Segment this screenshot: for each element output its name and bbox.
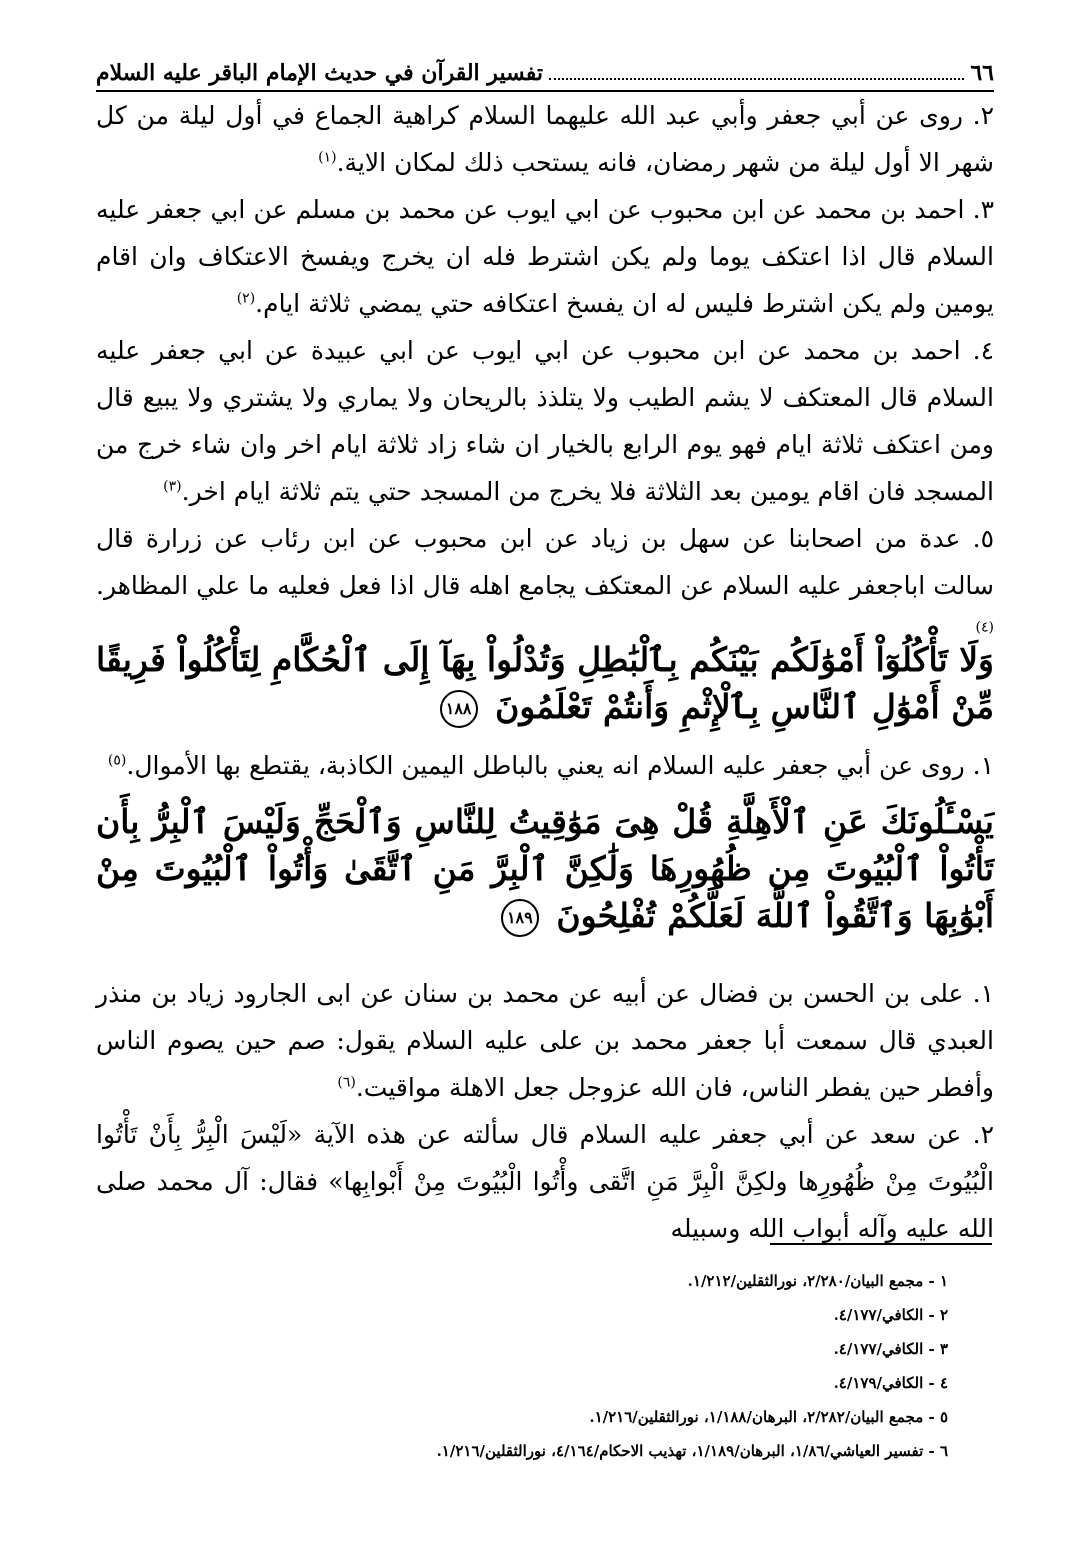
footnote-reference: (٢) — [236, 290, 256, 307]
ayah-number-marker: ١٨٩ — [501, 899, 539, 937]
footnote: ٢ - الكافي/٤/١٧٧. — [833, 1306, 948, 1324]
hadith-paragraph — [96, 970, 994, 1111]
paragraph-text: ١. على بن الحسن بن فضال عن أبيه عن محمد بن سنان عن ابى الجارود زياد بن منذر العبدي قال سمعت أبا جعفر محمد بن على عليه السلام يقول: صم حين يصوم الناس وأفطر حين يفطر الناس، فان الله عزوجل جعل الاهلة مواقيت. — [96, 979, 994, 1102]
footnote: ٣ - الكافي/٤/١٧٧. — [833, 1340, 948, 1358]
hadith-paragraph — [96, 1111, 994, 1252]
footnote-reference: (٤) — [975, 619, 994, 636]
quran-verse-189 — [96, 798, 994, 939]
footnote: ١ - مجمع البيان/٢/٢٨٠، نورالثقلين/١/٢١٢. — [687, 1272, 948, 1290]
hadith-block-1 — [96, 92, 994, 656]
footnote-reference: (٥) — [107, 752, 127, 769]
footnote-reference: (١) — [318, 149, 337, 166]
hadith-paragraph — [96, 515, 994, 656]
footnote-separator — [770, 1243, 992, 1245]
footnotes — [96, 1264, 948, 1468]
hadith-paragraph — [96, 92, 994, 186]
header-leader-dots — [549, 78, 964, 80]
paragraph-text: ٢. عن سعد عن أبي جعفر عليه السلام قال سألته عن هذه الآية «لَيْسَ الْبِرُّ بِأَنْ تَأْتُوا الْبُيُوتَ مِنْ ظُهُورِها ولكِنَّ الْبِرَّ مَنِ اتَّقى وأْتُوا الْبُيُوتَ مِنْ أَبْوابِها» فقال: آل محمد صلى الله عليه وآله أبواب الله وسبيله — [96, 1120, 994, 1243]
paragraph-text: ١. روى عن أبي جعفر عليه السلام انه يعني بالباطل اليمين الكاذبة، يقتطع بها الأموال. — [126, 751, 994, 780]
quran-verse-188 — [96, 636, 994, 730]
hadith-block-3 — [96, 970, 994, 1252]
hadith-paragraph — [96, 742, 994, 789]
hadith-paragraph — [96, 327, 994, 515]
verse-text: يَسْـَٔلُونَكَ عَنِ ٱلْأَهِلَّةِ قُلْ هِىَ مَوَٰقِيتُ لِلنَّاسِ وَٱلْحَجِّ وَلَيْسَ ٱلْبِرُّ بِأَن تَأْتُواْ ٱلْبُيُوتَ مِن ظُهُورِهَا وَلَٰكِنَّ ٱلْبِرَّ مَنِ ٱتَّقَىٰ وَأْتُواْ ٱلْبُيُوتَ مِنْ أَبْوَٰبِهَا وَٱتَّقُواْ ٱللَّهَ لَعَلَّكُمْ تُفْلِحُونَ — [96, 802, 994, 935]
footnote-reference: (٣) — [163, 478, 182, 495]
footnote: ٦ - تفسير العياشي/١/٨٦، البرهان/١/١٨٩، تهذيب الاحكام/٤/١٦٤، نورالثقلين/١/٢١٦. — [436, 1442, 948, 1460]
paragraph-text: ٢. روى عن أبي جعفر وأبي عبد الله عليهما السلام كراهية الجماع في أول ليلة من كل شهر الا أول ليلة من شهر رمضان، فانه يستحب ذلك لمكان الاية. — [96, 101, 994, 177]
footnote: ٤ - الكافي/٤/١٧٩. — [833, 1374, 948, 1392]
footnote-reference: (٦) — [337, 1074, 356, 1091]
running-title: تفسير القرآن في حديث الإمام الباقر عليه السلام — [96, 60, 543, 86]
hadith-block-2 — [96, 742, 994, 789]
paragraph-text: ٣. احمد بن محمد عن ابن محبوب عن ابي ايوب عن محمد بن مسلم عن ابي جعفر عليه السلام قال اذا اعتكف يوما ولم يكن اشترط فله ان يخرج ويفسخ الاعتكاف وان اقام يومين ولم يكن اشترط فليس له ان يفسخ اعتكافه حتي يمضي ثلاثة ايام. — [96, 195, 994, 318]
paragraph-text: ٥. عدة من اصحابنا عن سهل بن زياد عن ابن محبوب عن ابن رئاب عن زرارة قال سالت اباجعفر عليه السلام عن المعتكف يجامع اهله قال اذا فعل فعليه ما علي المظاهر. — [96, 524, 994, 600]
footnote: ٥ - مجمع البيان/٢/٢٨٢، البرهان/١/١٨٨، نورالثقلين/١/٢١٦. — [589, 1408, 948, 1426]
verse-text: وَلَا تَأْكُلُوٓاْ أَمْوَٰلَكُم بَيْنَكُم بِٱلْبَٰطِلِ وَتُدْلُواْ بِهَآ إِلَى ٱلْحُكَّامِ لِتَأْكُلُواْ فَرِيقًا مِّنْ أَمْوَٰلِ ٱلنَّاسِ بِٱلْإِثْمِ وَأَنتُمْ تَعْلَمُونَ — [96, 640, 994, 726]
paragraph-text: ٤. احمد بن محمد عن ابن محبوب عن ابي ايوب عن ابي عبيدة عن ابي جعفر عليه السلام قال المعتكف لا يشم الطيب ولا يتلذذ بالريحان ولا يماري ولا يشتري ولا يبيع قال ومن اعتكف ثلاثة ايام فهو يوم الرابع بالخيار ان شاء زاد ثلاثة ايام اخر وان شاء خرج من المسجد فان اقام يومين بعد الثلاثة فلا يخرج من المسجد حتي يتم ثلاثة ايام اخر. — [96, 336, 995, 506]
running-header — [96, 50, 994, 92]
ayah-number-marker: ١٨٨ — [440, 690, 478, 728]
page-number: ٦٦ — [970, 60, 994, 86]
hadith-paragraph — [96, 186, 994, 327]
